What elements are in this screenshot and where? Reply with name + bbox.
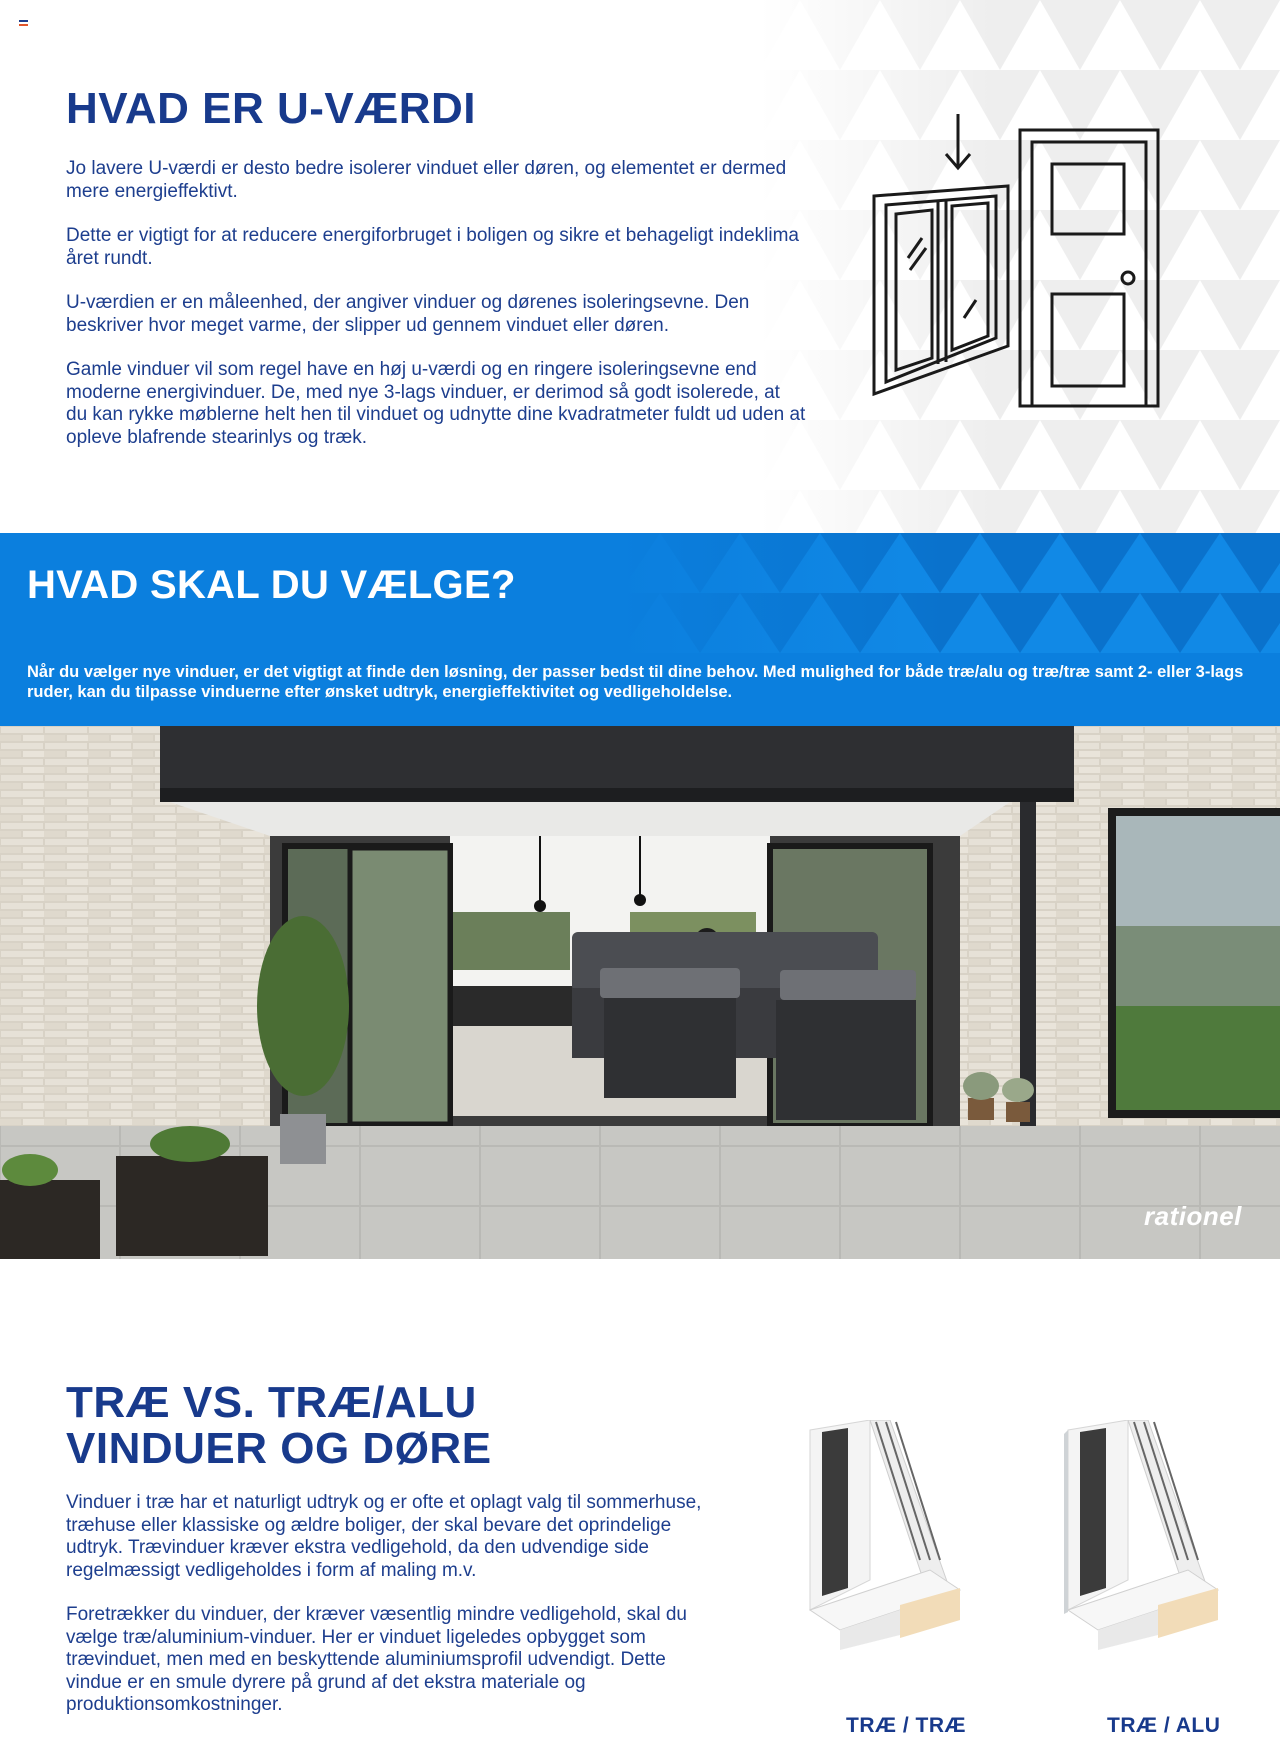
u-value-paragraph: Dette er vigtigt for at reducere energiforbruget i boligen og sikre et behageligt indeklima året rundt. bbox=[66, 225, 799, 269]
wood-vs-alu-text bbox=[66, 1492, 716, 1739]
u-value-title: HVAD ER U-VÆRDI bbox=[66, 84, 477, 133]
wood-vs-alu-paragraph: Vinduer i træ har et naturligt udtryk og er ofte et oplagt valg til sommerhuse, træhuse eller klassiske og ældre boliger, der skal bevare det oprindelige udtryk. Trævinduer kræver ekstra vedligehold, da den udvendige side regelmæssigt vedligeholdes i form af maling m.v. bbox=[66, 1492, 702, 1581]
menu-icon[interactable] bbox=[19, 20, 28, 28]
u-value-paragraph: Gamle vinduer vil som regel have en høj u-værdi og en ringere isoleringsevne end moderne energivinduer. De, med nye 3-lags vinduer, er derimod så godt isolerede, at du kan rykke møblerne helt hen til vinduet og udnytte dine kvadratmeter fuldt ud uden at opleve blafrende stearinlys og træk. bbox=[66, 359, 806, 448]
house-terrace-photo bbox=[0, 726, 1280, 1259]
u-value-paragraph: Jo lavere U-værdi er desto bedre isolerer vinduet eller døren, og elementet er dermed mere energieffektivt. bbox=[66, 158, 787, 202]
choice-title: HVAD SKAL DU VÆLGE? bbox=[27, 563, 516, 607]
rationel-logo: rationel bbox=[1144, 1201, 1242, 1231]
wood-alu-profile-image bbox=[1058, 1420, 1228, 1650]
wood-vs-alu-title-line1: TRÆ VS. TRÆ/ALU bbox=[66, 1378, 477, 1427]
u-value-text bbox=[66, 158, 806, 471]
wood-vs-alu-paragraph: Foretrækker du vinduer, der kræver væsentlig mindre vedligehold, skal du vælge træ/aluminium-vinduer. Her er vinduet ligeledes opbygget som trævinduet, men med en beskyttende aluminiumsprofil udvendigt. Dette vindue er en smule dyrere på grund af det ekstra materiale og produktionsomkostninger. bbox=[66, 1604, 687, 1715]
wood-alu-caption: TRÆ / ALU bbox=[1107, 1714, 1221, 1737]
u-value-paragraph: U-værdien er en måleenhed, der angiver vinduer og dørenes isoleringsevne. Den beskriver hvor meget varme, der slipper ud gennem vinduet eller døren. bbox=[66, 292, 750, 336]
window-and-door-icon bbox=[868, 108, 1168, 413]
wood-vs-alu-title-line2: VINDUER OG DØRE bbox=[66, 1424, 492, 1473]
wood-wood-profile-image bbox=[800, 1420, 970, 1650]
wood-wood-caption: TRÆ / TRÆ bbox=[846, 1714, 966, 1737]
wood-vs-alu-title bbox=[66, 1380, 492, 1472]
choice-text: Når du vælger nye vinduer, er det vigtigt at finde den løsning, der passer bedst til dine behov. Med mulighed for både træ/alu og træ/træ samt 2- eller 3-lags ruder, kan du tilpasse vinduerne efter ønsket udtryk, energieffektivitet og vedligeholdelse. bbox=[27, 663, 1244, 701]
choice-banner bbox=[0, 533, 1280, 726]
u-value-section bbox=[0, 0, 1280, 533]
